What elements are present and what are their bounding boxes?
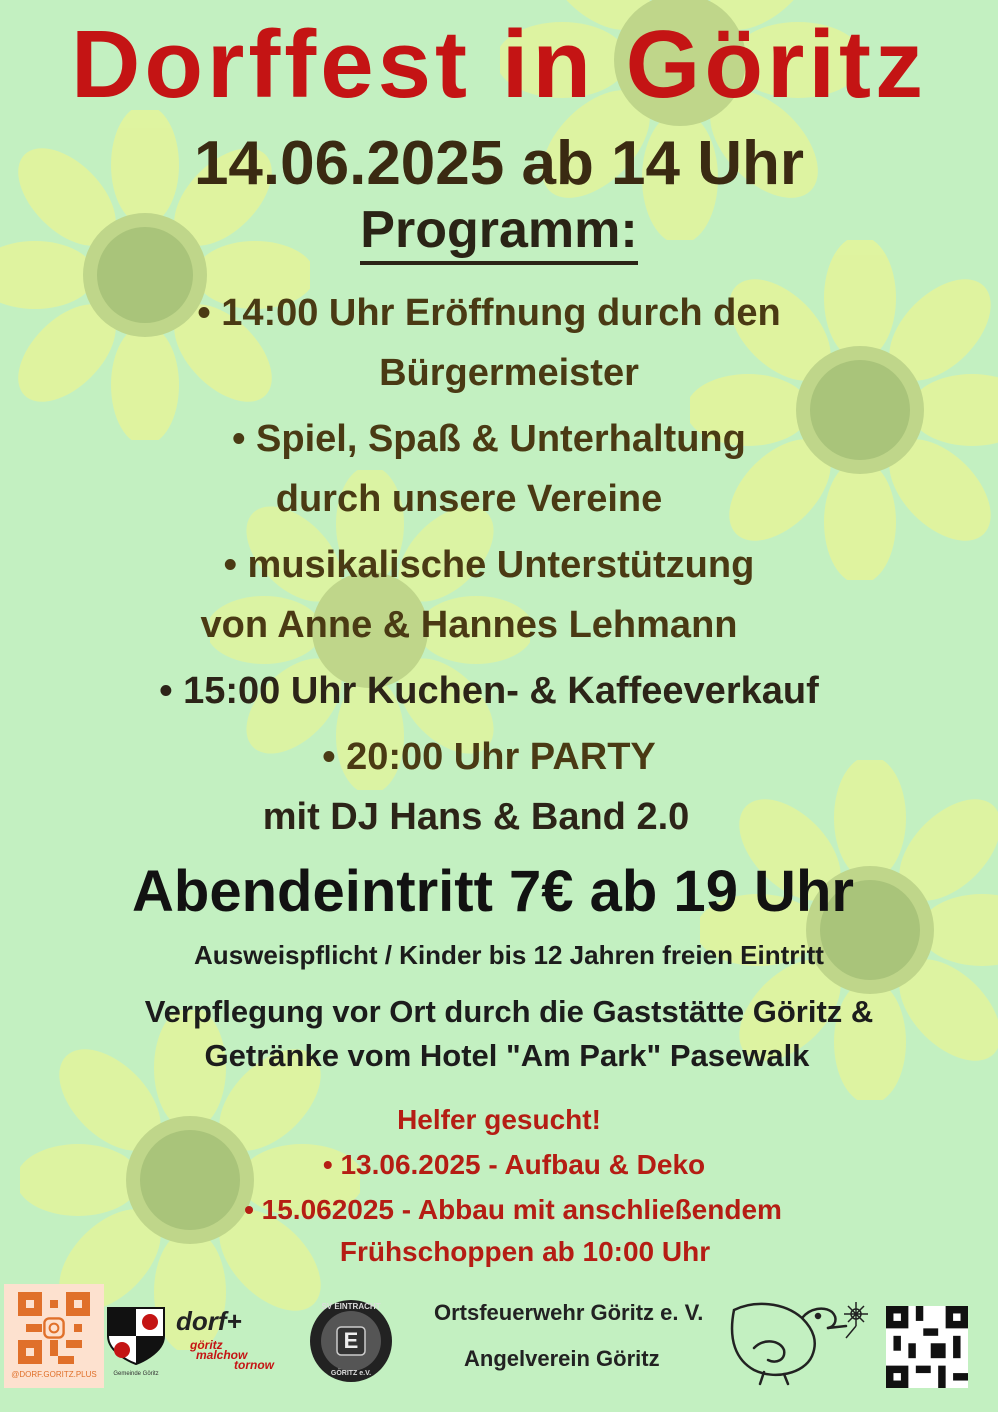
instagram-handle: @DORF.GORITZ.PLUS bbox=[11, 1370, 97, 1379]
club-logo-top: SV EINTRACHT bbox=[321, 1302, 381, 1311]
catering-line: Verpflegung vor Ort durch die Gaststätte Göritz & bbox=[144, 994, 874, 1029]
qr-code-icon bbox=[18, 1292, 90, 1364]
dorf-plus-place: malchow bbox=[196, 1348, 248, 1362]
program-line: • musikalische Unterstützung bbox=[223, 544, 755, 586]
instagram-qr[interactable] bbox=[4, 1284, 104, 1388]
poster-title: Dorffest in Göritz bbox=[71, 11, 927, 118]
program-line: Bürgermeister bbox=[379, 352, 639, 394]
catering-line: Getränke vom Hotel "Am Park" Pasewalk bbox=[204, 1038, 810, 1073]
program-line: • 20:00 Uhr PARTY bbox=[322, 736, 656, 778]
helpers-heading: Helfer gesucht! bbox=[397, 1104, 601, 1135]
dorf-plus-name: dorf+ bbox=[176, 1306, 242, 1336]
program-line: • 15:00 Uhr Kuchen- & Kaffeeverkauf bbox=[159, 670, 819, 712]
event-date: 14.06.2025 ab 14 Uhr bbox=[193, 129, 805, 198]
duck-drawing-icon bbox=[714, 1290, 878, 1386]
dorf-plus-place: göritz bbox=[190, 1338, 223, 1352]
coat-of-arms-icon bbox=[106, 1306, 166, 1366]
helpers-line: Frühschoppen ab 10:00 Uhr bbox=[339, 1236, 711, 1267]
program-line: • Spiel, Spaß & Unterhaltung bbox=[232, 418, 746, 460]
club-logo-bottom: GÖRITZ e.V. bbox=[330, 1370, 372, 1377]
helpers-line: • 13.06.2025 - Aufbau & Deko bbox=[322, 1149, 706, 1180]
sv-eintracht-logo bbox=[308, 1298, 394, 1384]
sunflower-bg-icon bbox=[690, 240, 998, 580]
qr-code-icon[interactable] bbox=[886, 1306, 968, 1388]
program-heading: Programm: bbox=[0, 200, 998, 260]
program-line: • 14:00 Uhr Eröffnung durch den bbox=[197, 292, 781, 334]
org-fire-brigade: Ortsfeuerwehr Göritz e. V. bbox=[434, 1300, 704, 1325]
club-logo-letter: E bbox=[343, 1328, 359, 1353]
id-note: Ausweispflicht / Kinder bis 12 Jahren freien Eintritt bbox=[194, 940, 824, 970]
evening-admission: Abendeintritt 7€ ab 19 Uhr bbox=[132, 859, 854, 924]
dorf-plus-place: tornow bbox=[234, 1358, 274, 1372]
program-line: mit DJ Hans & Band 2.0 bbox=[262, 796, 690, 838]
coat-of-arms-logo bbox=[106, 1306, 168, 1376]
program-line: durch unsere Vereine bbox=[275, 478, 663, 520]
helpers-line: • 15.062025 - Abbau mit anschließendem bbox=[244, 1194, 782, 1225]
coat-caption: Gemeinde Göritz bbox=[113, 1371, 159, 1377]
dorf-plus-logo bbox=[176, 1306, 296, 1376]
org-angling-club: Angelverein Göritz bbox=[464, 1346, 660, 1371]
program-line: von Anne & Hannes Lehmann bbox=[200, 604, 738, 646]
